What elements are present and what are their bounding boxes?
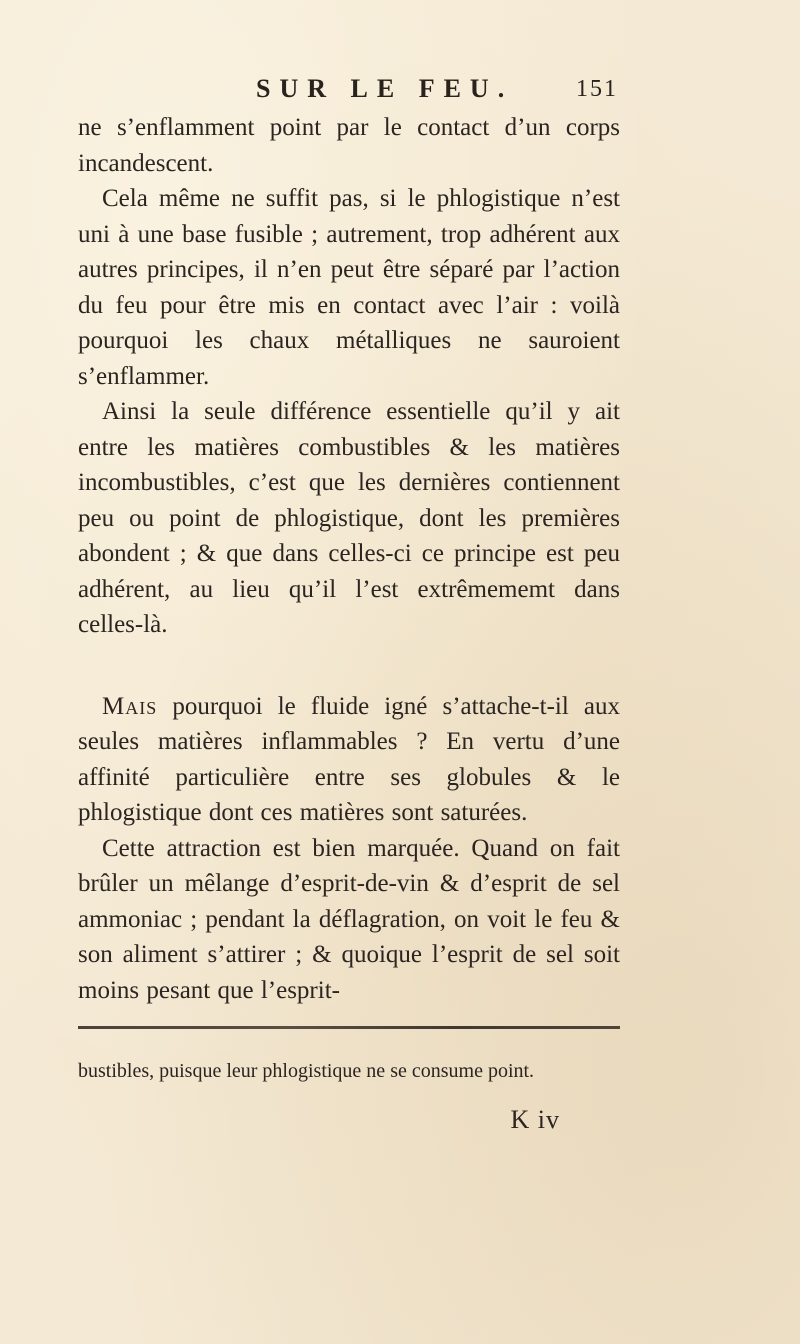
- paragraph-continuation: ne s’enflamment point par le contact d’un corps incandescent.: [78, 114, 620, 177]
- running-head: [78, 70, 620, 110]
- paragraph: Cette attraction est bien marquée. Quand on fait brûler un mêlange d’esprit-de-vin & d’esprit de sel ammoniac ; pendant la déflagration, on voit le feu & son aliment s’attirer ; & quoique l’esprit de sel soit moins pesant que l’esprit-: [78, 834, 620, 1004]
- body-text: [78, 110, 620, 1008]
- paragraph: [78, 689, 620, 831]
- running-title: SUR LE FEU.: [256, 74, 514, 103]
- paragraph: Ainsi la seule différence essentielle qu’il y ait entre les matières combustibles & les matières incombustibles, c’est que les dernières contiennent peu ou point de phlogistique, dont les premières abondent ; & que dans celles-ci ce principe est peu adhérent, au lieu qu’il l’est extrêmememt dans celles-là.: [78, 398, 620, 638]
- paragraph-lead-word: Mais: [102, 692, 158, 720]
- signature-mark: K iv: [510, 1105, 560, 1134]
- paragraph-text: pourquoi le fluide igné s’attache-t-il aux seules matières inflammables ? En vertu d’une affinité particulière entre ses globules & le phlogistique dont ces matières sont saturées.: [78, 692, 620, 826]
- paragraph: Cela même ne suffit pas, si le phlogistique n’est uni à une base fusible ; autrement, trop adhérent aux autres principes, il n’en peut être séparé par l’action du feu pour être mis en contact avec l’air : voilà pourquoi les chaux métalliques ne sauroient s’enflammer.: [78, 185, 620, 390]
- section-break: [78, 643, 620, 689]
- book-page: [78, 70, 620, 1135]
- footnote: bustibles, puisque leur phlogistique ne se consume point.: [78, 1060, 535, 1082]
- footnote-rule: [78, 1026, 620, 1029]
- page-number: 151: [576, 76, 618, 102]
